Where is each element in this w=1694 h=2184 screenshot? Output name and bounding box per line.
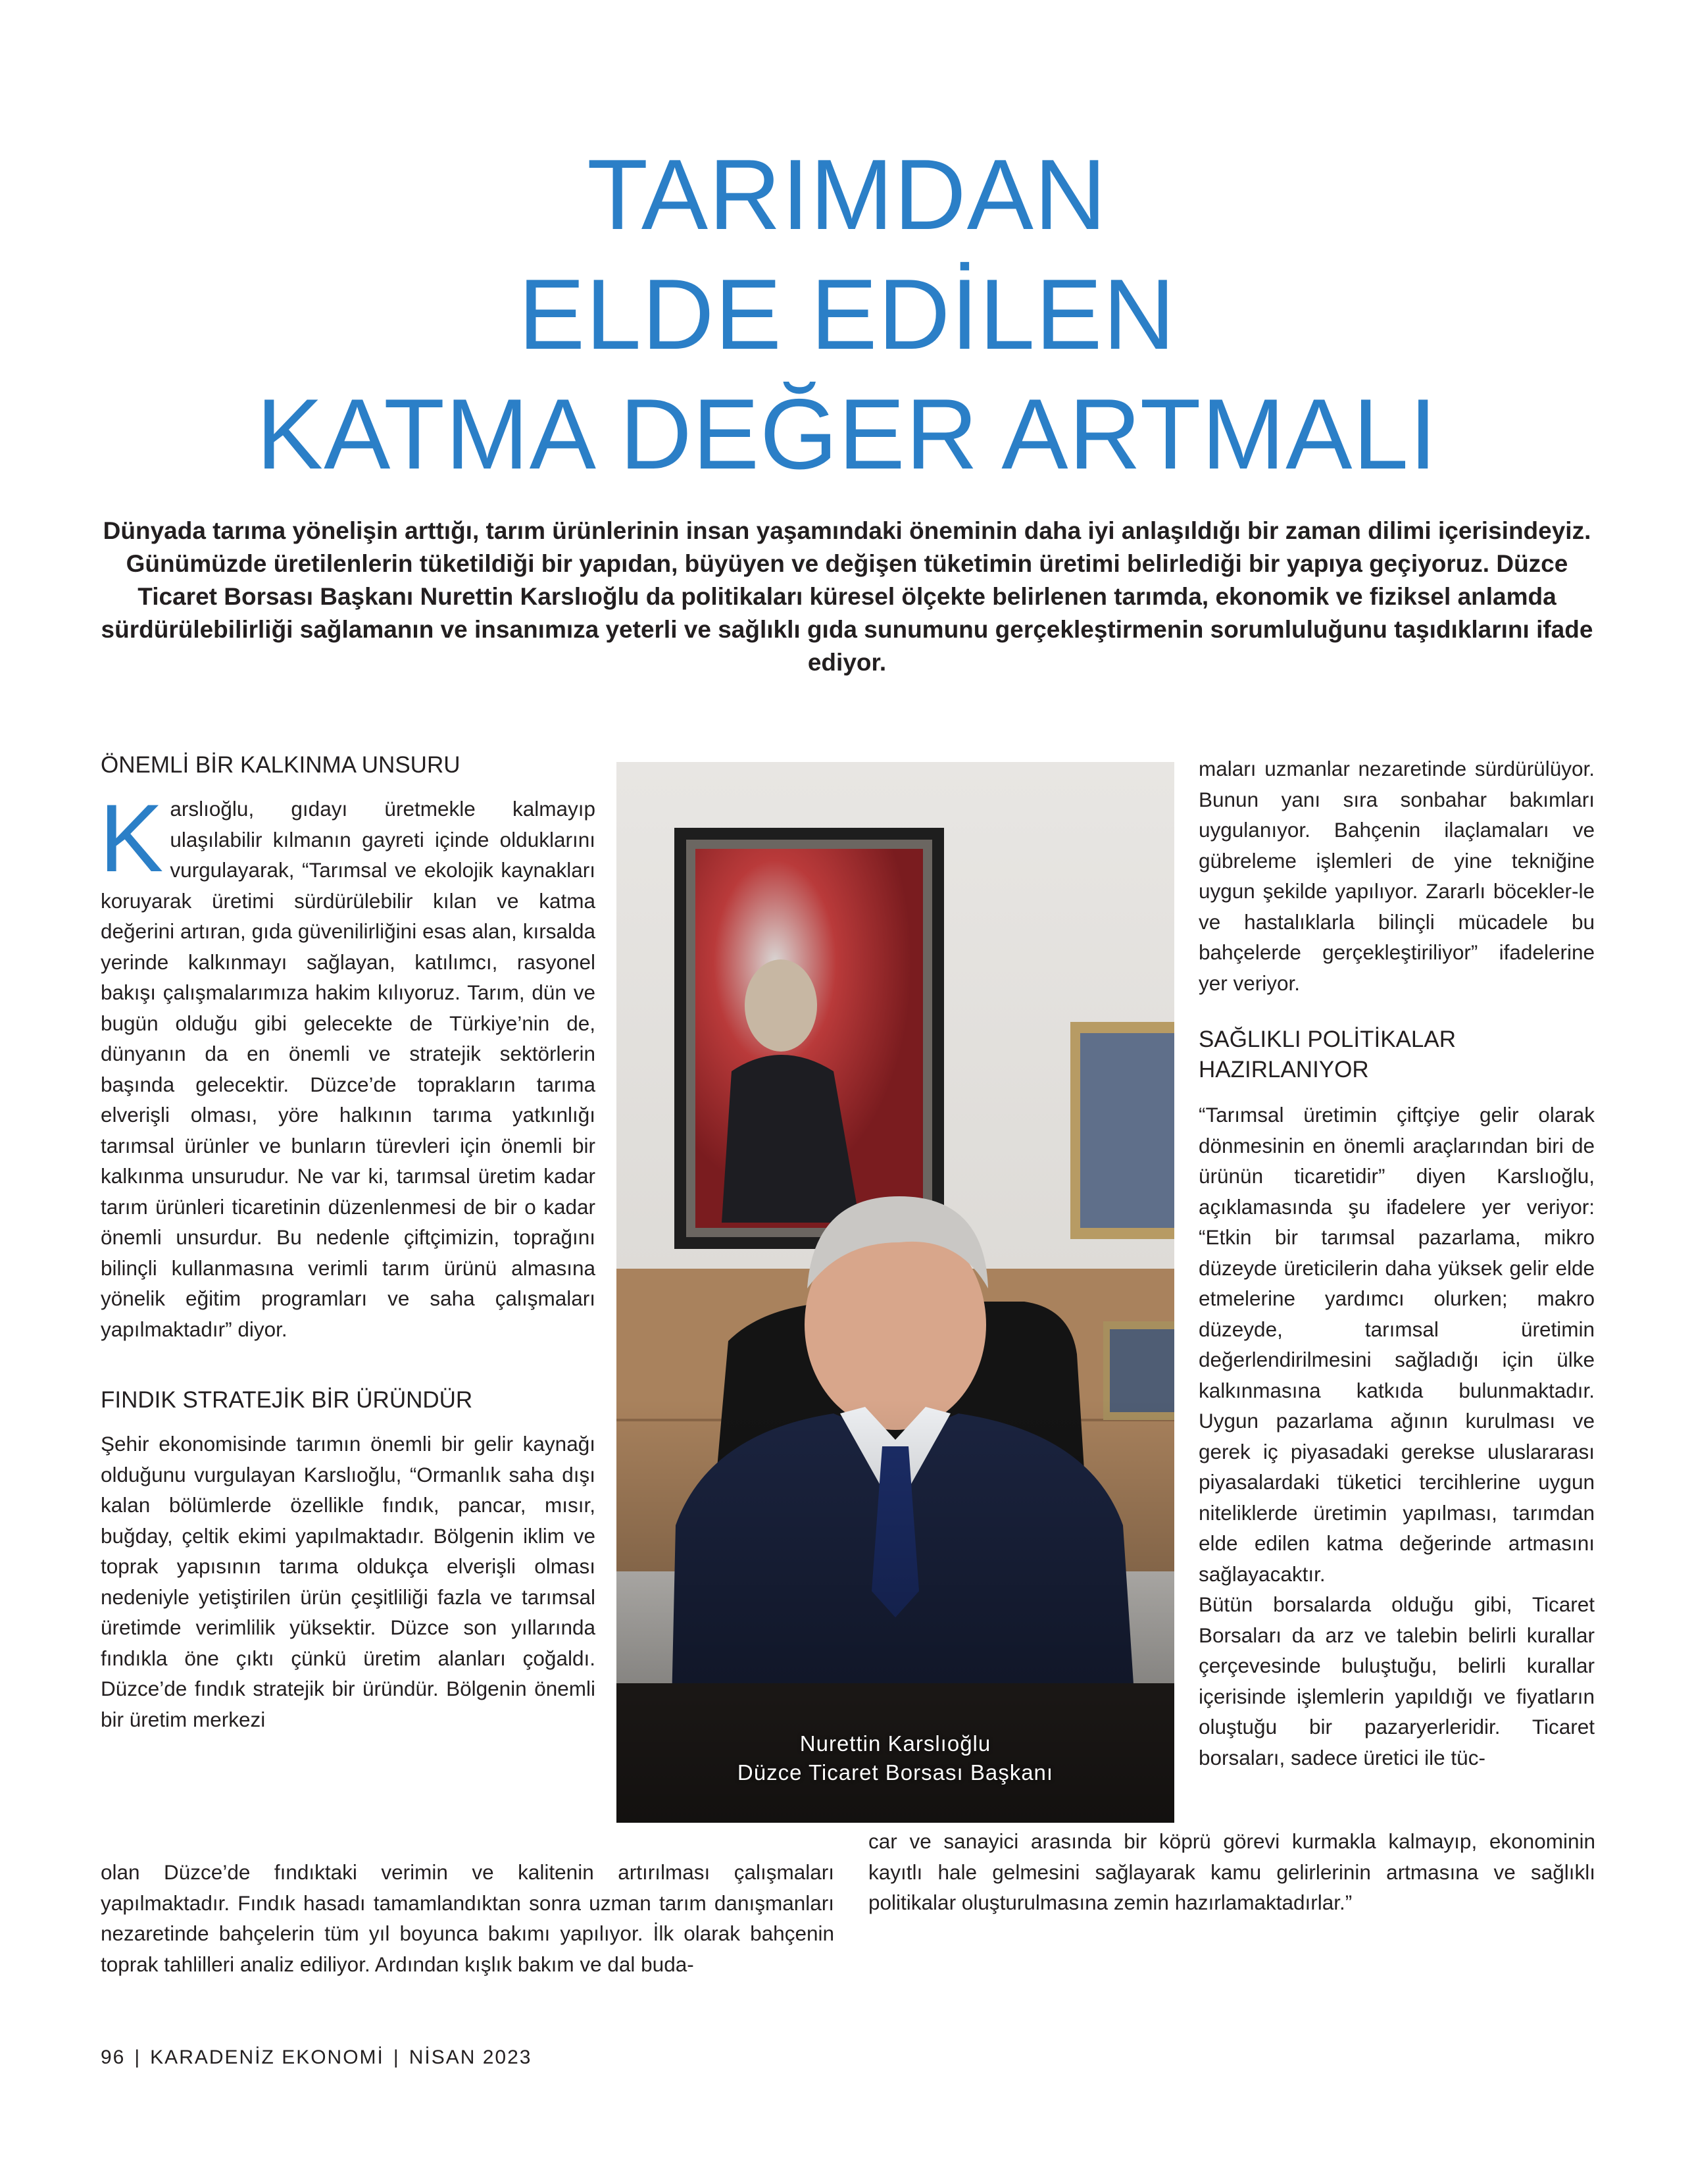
section-heading-1: ÖNEMLİ BİR KALKINMA UNSURU [101, 752, 461, 778]
footer-separator: | [393, 2046, 400, 2068]
section-2-text-wide: olan Düzce’de fındıktaki verimin ve kalitenin artırılması çalışmaları yapılmaktadır. Fındık hasadı tamamlandıktan sonra uzman tarım danışmanları nezaretinde bahçelerin tüm yıl boyunca bakımı yapılıyor. İlk olarak bahçenin toprak tahlilleri analiz ediliyor. Ardından kışlık bakım ve dal buda- [101, 1860, 834, 1976]
col3-text-wide: car ve sanayici arasında bir köprü görevi kurmakla kalmayıp, ekonominin kayıtlı hale gelmesini sağlayarak kamu gelirlerinin artmasına ve sağlıklı politikalar oluşturulmasına zemin hazırlamaktadırlar.” [868, 1829, 1595, 1914]
page-number: 96 [101, 2046, 126, 2068]
column-left [101, 750, 595, 1735]
col3-text-1: maları uzmanlar nezaretinde sürdürülüyor. Bunun yanı sıra sonbahar bakımları uygulanıyor. Bahçenin ilaçlamaları ve gübreleme işlemleri de yine tekniğine uygun şekilde yapılıyor. Zararlı böcekler-le ve hastalıklarla bilinçli mücadele bu bahçelerde gerçekleştiriliyor” ifadelerine yer veriyor. [1199, 757, 1595, 995]
section-heading-2: FINDIK STRATEJİK BİR ÜRÜNDÜR [101, 1387, 473, 1413]
page-footer [101, 2046, 532, 2069]
photo-caption [616, 1729, 1174, 1787]
title-line-2: ELDE EDİLEN [518, 259, 1176, 370]
col3-text-2: “Tarımsal üretimin çiftçiye gelir olarak dönmesinin en önemli araçlarından biri de ürünün ticaretidir” diyen Karslıoğlu, açıklamasında şu ifadelere yer veriyor: “Etkin bir tarımsal pazarlama, mikro düzeyde üreticilerin daha yüksek gelir elde etmelerine yardımcı olurken; makro düzeyde, tarımsal üretimin değerlendirilmesini sağladığı için ülke kalkınmasına katkıda bulunmaktadır. Uygun pazarlama ağının kurulması ve gerek iç piyasadaki gerekse uluslararası piyasalardaki tüketici tercihlerine uygun niteliklerde üretimin yapılması, tarımdan elde edilen katma değerinde artmasını sağlayacaktır. [1199, 1103, 1595, 1586]
section-1-body [99, 784, 595, 1344]
title-line-3: KATMA DEĞER ARTMALI [256, 378, 1438, 490]
lead-paragraph: Dünyada tarıma yönelişin arttığı, tarım ürünlerinin insan yaşamındaki öneminin daha iyi anlaşıldığı bir zaman dilimi içerisindeyiz. Günümüzde üretilenlerin tüketildiği bir yapıdan, büyüyen ve değişen tüketimin üretimi belirlediği bir yapıya geçiyoruz. Düzce Ticaret Borsası Başkanı Nurettin Karslıoğlu da politikaları küresel ölçekte belirlenen tarımda, ekonomik ve fiziksel anlamda sürdürülebilirliği sağlamanın ve insanımıza yeterli ve sağlıklı gıda sunumunu gerçekleştirmenin sorumluluğunu taşıdıklarını ifade ediyor. [101, 517, 1593, 676]
footer-separator: | [134, 2046, 141, 2068]
caption-name: Nurettin Karslıoğlu [799, 1731, 991, 1756]
drop-cap: K [99, 784, 164, 892]
portrait-illustration [616, 762, 1174, 1823]
title-line-1: TARIMDAN [587, 139, 1107, 251]
column-left-wide [101, 1857, 834, 1979]
col3-text-3: Bütün borsalarda olduğu gibi, Ticaret Borsaları da arz ve talebin belirli kurallar çerçevesinde buluştuğu, belirli kurallar içerisinde işlemlerin yapıldığı ve fiyatların oluştuğu bir pazaryerleridir. Ticaret borsaları, sadece üretici ile tüc- [1199, 1592, 1595, 1769]
magazine-name: KARADENİZ EKONOMİ [150, 2046, 384, 2068]
section-1-text: arslıoğlu, gıdayı üretmekle kalmayıp ulaşılabilir kılmanın gayreti içinde olduklarını vurgulayarak, “Tarımsal ve ekolojik kaynakları koruyarak üretimi sürdürülebilir kılan ve katma değerini artıran, gıda güvenilirliğini esas alan, kırsalda yerinde kalkınmayı sağlayan, katılımcı, rasyonel bakışı çalışmalarımıza hakim kılıyoruz. Tarım, dün ve bugün olduğu gibi gelecekte de Türkiye’nin de, dünyanın da en önemli ve stratejik sektörlerin başında gelecektir. Düzce’de toprakların tarıma elverişli olması, yöre halkının tarıma yatkınlığı tarımsal ürünler ve bunların türevleri için önemli bir kalkınma unsurudur. Ne var ki, tarımsal üretim kadar tarım ürünleri ticaretinin düzenlenmesi de bir o kadar önemli unsurdur. Bu nedenle çiftçimizin, toprağını bilinçli kullanmasına verimli tarım ürünü almasına yönelik eğitim programları ve saha çalışmaları yapılmaktadır” diyor. [101, 797, 595, 1341]
issue-date: NİSAN 2023 [409, 2046, 532, 2068]
article-title [132, 135, 1562, 494]
column-right [1199, 753, 1595, 1773]
section-2-text: Şehir ekonomisinde tarımın önemli bir gelir kaynağı olduğunu vurgulayan Karslıoğlu, “Ormanlık saha dışı kalan bölümlerde özellikle fındık, pancar, mısır, buğday, çeltik ekimi yapılmaktadır. Bölgenin iklim ve toprak yapısının tarıma oldukça elverişli olması nedeniyle yetiştirilen ürün çeşitliliği fazla ve tarımsal üretimde verimlilik yüksektir. Düzce son yıllarında fındıkla öne çıktı çünkü üretim alanları çoğaldı. Düzce’de fındık stratejik bir üründür. Bölgenin önemli bir üretim merkezi [101, 1432, 595, 1731]
caption-title: Düzce Ticaret Borsası Başkanı [737, 1760, 1054, 1785]
column-right-wide [868, 1826, 1595, 1918]
portrait-photo [616, 762, 1174, 1823]
section-heading-3: SAĞLIKLI POLİTİKALAR HAZIRLANIYOR [1199, 1027, 1456, 1082]
